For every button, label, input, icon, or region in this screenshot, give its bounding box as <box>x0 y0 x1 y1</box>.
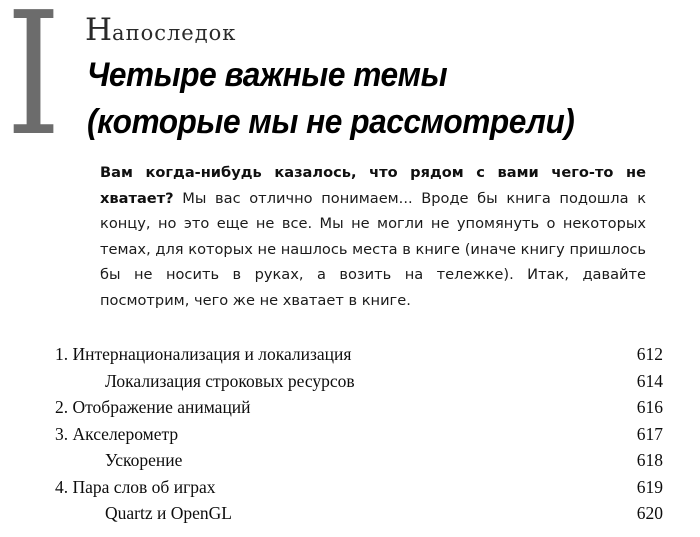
toc-list <box>55 344 663 530</box>
intro-body-text: Мы вас отлично понимаем... Вроде бы книга подошла к концу, но это еще не все. Мы не могли не упомянуть о некоторых темах, для которых не нашлось места в книге (иначе книгу пришлось бы не носить в руках, а возить на тележке). Итак, давайте посмотрим, чего же не хватает в книге. <box>100 189 647 309</box>
intro-lead-sentence: Вам когда-нибудь казалось, что рядом с вами чего-то не хватает? <box>100 164 646 207</box>
chapter-title-line2: (которые мы не рассмотрели) <box>87 103 575 141</box>
chapter-dropcap-ornament: I <box>6 0 62 174</box>
toc-entry-label: Quartz и OpenGL <box>105 503 232 523</box>
toc-entry-label: 2. Отображение анимаций <box>55 397 251 417</box>
toc-entry-page: 617 <box>636 423 663 444</box>
toc-entry-page: 618 <box>636 450 663 470</box>
toc-entry-label: 3. Акселерометр <box>55 423 179 444</box>
toc-entry-page: 614 <box>636 370 663 391</box>
toc-entry-label: Локализация строковых ресурсов <box>105 370 355 391</box>
chapter-title-line1: Четыре важные темы <box>87 56 448 94</box>
toc-entry <box>55 344 663 364</box>
toc-entry-page: 619 <box>636 476 663 497</box>
toc-entry <box>55 477 663 497</box>
chapter-title <box>87 52 574 146</box>
toc-entry-label: 4. Пара слов об играх <box>55 476 216 497</box>
chapter-kicker: Напоследок <box>85 12 237 48</box>
toc-entry <box>55 450 663 470</box>
toc-entry-page: 616 <box>636 397 663 417</box>
intro-paragraph <box>100 160 646 313</box>
toc-entry-page: 612 <box>636 344 663 364</box>
toc-entry-label: Ускорение <box>105 450 183 470</box>
toc-entry <box>55 424 663 444</box>
toc-entry <box>55 371 663 391</box>
toc-entry-page: 620 <box>636 503 663 523</box>
toc-entry-label: 1. Интернационализация и локализация <box>55 344 352 364</box>
toc-entry <box>55 397 663 417</box>
toc-entry <box>55 503 663 523</box>
